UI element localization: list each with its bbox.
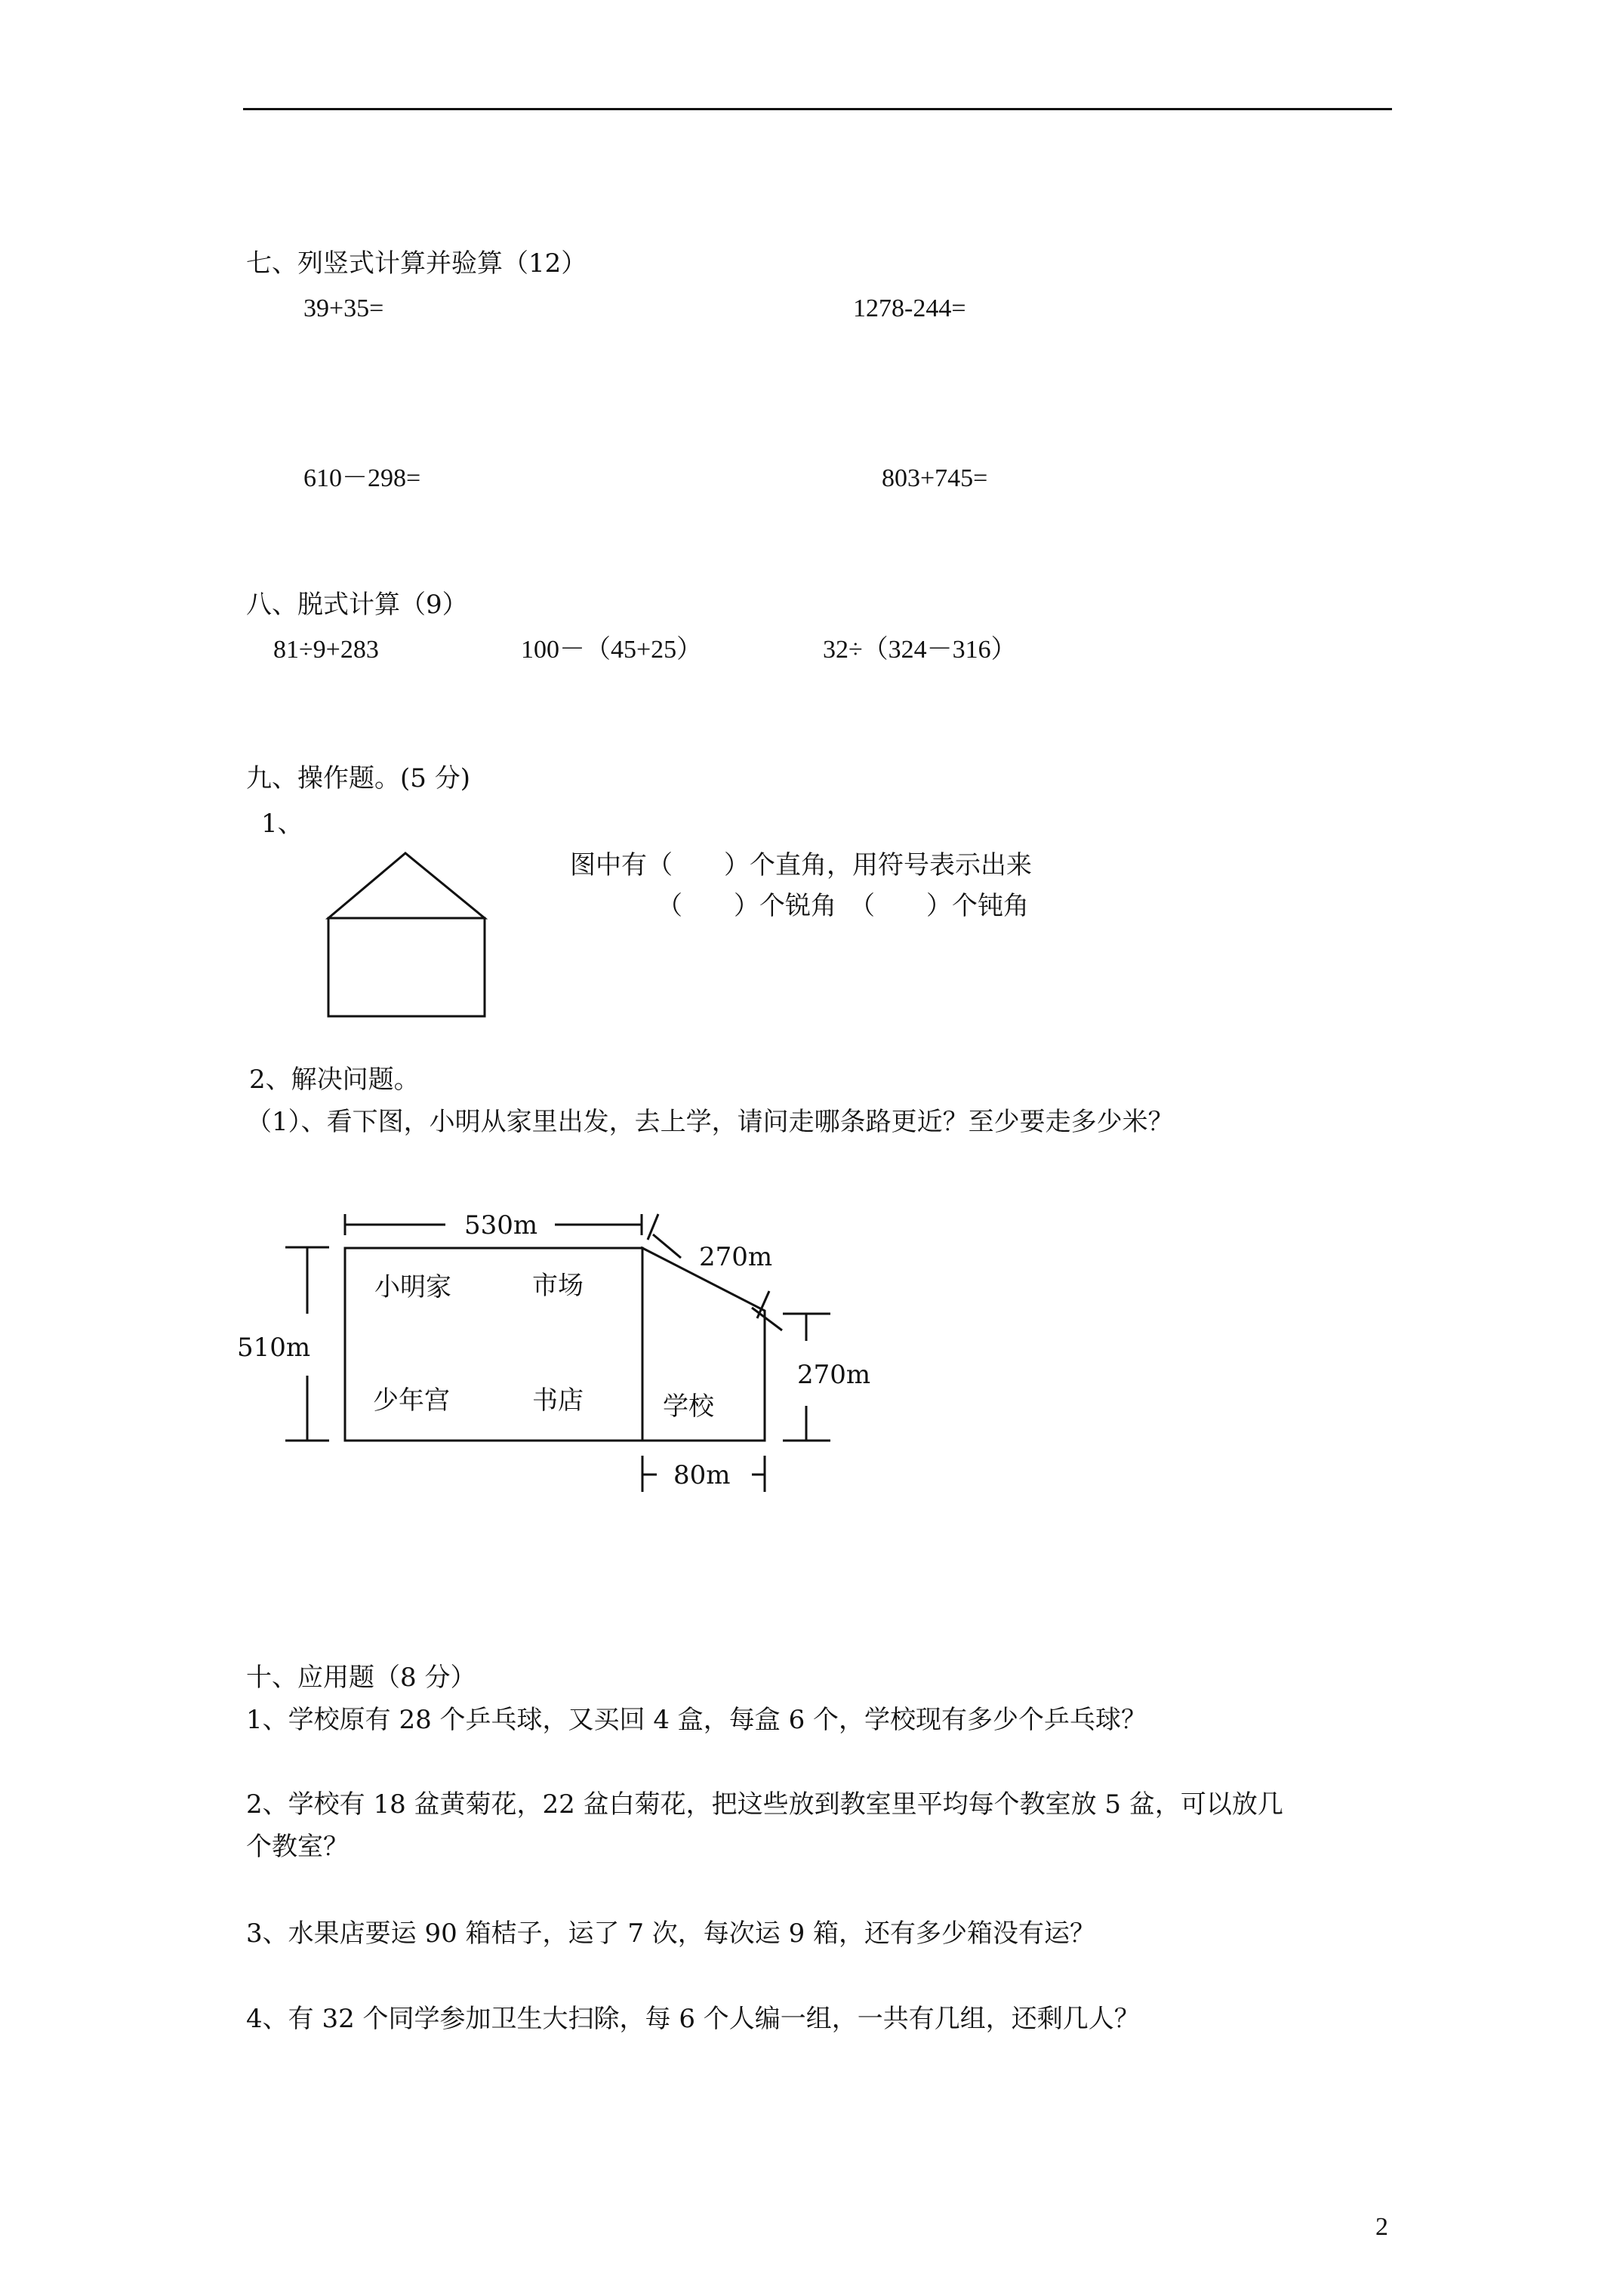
step-calc-item-1: 81÷9+283 (273, 636, 379, 664)
question-2-subquestion: （1）、看下图，小明从家里出发，去上学，请问走哪条路更近？至少要走多少米？ (246, 1107, 1174, 1137)
label-530m: 530m (464, 1210, 538, 1240)
step-calc-item-2: 100－（45+25） (521, 636, 703, 664)
place-xiaoming-home: 小明家 (374, 1272, 451, 1302)
word-problem-2: 2、学校有 18 盆黄菊花，22 盆白菊花，把这些放到教室里平均每个教室放 5 盆，可以放几 (246, 1789, 1283, 1820)
house-body (328, 918, 485, 1016)
section-10-title: 十、应用题（8 分） (246, 1663, 476, 1693)
page-number: 2 (1375, 2213, 1388, 2241)
vertical-calc-item-2: 1278-244= (853, 294, 966, 322)
label-slope-270m: 270m (699, 1242, 773, 1272)
word-problem-3: 3、水果店要运 90 箱桔子，运了 7 次，每次运 9 箱，还有多少箱没有运？ (246, 1918, 1096, 1949)
acute-obtuse-question: （ ）个锐角 （ ）个钝角 (657, 891, 1029, 921)
place-school: 学校 (663, 1391, 714, 1422)
vertical-calc-item-1: 39+35= (303, 294, 384, 322)
label-right-270m: 270m (797, 1360, 871, 1390)
house-figure (317, 846, 498, 1027)
place-market: 市场 (532, 1271, 584, 1301)
label-510m: 510m (237, 1333, 311, 1363)
word-problem-2-continued: 个教室？ (246, 1832, 349, 1862)
label-80m: 80m (673, 1460, 731, 1490)
vertical-calc-item-3: 610－298= (303, 464, 421, 492)
house-roof (328, 853, 485, 918)
section-8-title: 八、脱式计算（9） (246, 590, 468, 620)
place-bookstore: 书店 (532, 1385, 584, 1416)
word-problem-1: 1、学校原有 28 个乒乓球，又买回 4 盒，每盒 6 个，学校现有多少个乒乓球？ (246, 1705, 1147, 1735)
place-youth-palace: 少年宫 (373, 1385, 450, 1416)
section-9-title: 九、操作题。(5 分) (246, 763, 470, 794)
right-angle-question: 图中有（ ）个直角，用符号表示出来 (570, 850, 1032, 880)
question-1-label: 1、 (261, 809, 303, 839)
route-map-diagram (234, 1178, 883, 1510)
step-calc-item-3: 32÷（324－316） (823, 636, 1017, 664)
word-problem-4: 4、有 32 个同学参加卫生大扫除，每 6 个人编一组，一共有几组，还剩几人？ (246, 2004, 1140, 2034)
section-7-title: 七、列竖式计算并验算（12） (246, 248, 587, 279)
question-2-label: 2、解决问题。 (249, 1065, 420, 1095)
vertical-calc-item-4: 803+745= (882, 464, 988, 492)
header-rule (243, 108, 1392, 110)
